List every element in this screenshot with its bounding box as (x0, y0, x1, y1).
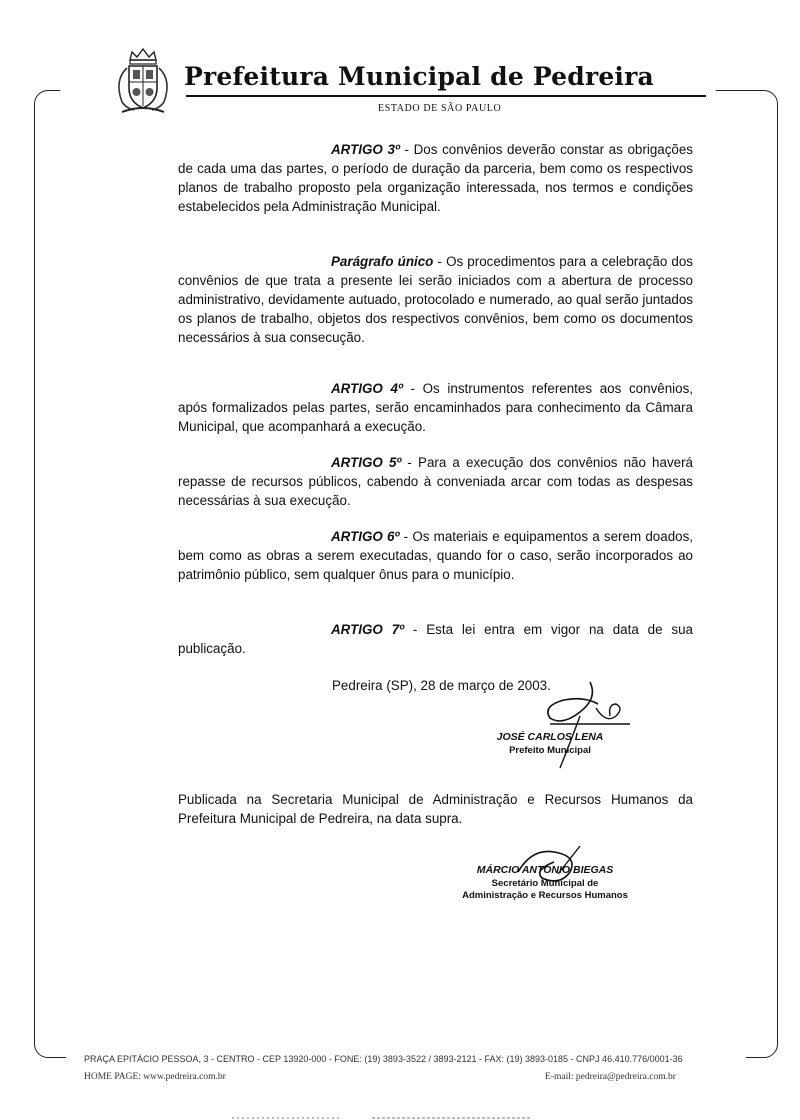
article-5-label: ARTIGO 5º (331, 455, 402, 470)
page-title: Prefeitura Municipal de Pedreira (184, 62, 654, 91)
article-4-label: ARTIGO 4º (331, 381, 403, 396)
secretary-role-line-1: Secretário Municipal de (491, 877, 599, 889)
title-underline (186, 95, 706, 97)
article-3-label: ARTIGO 3º (331, 142, 400, 157)
publication-text: Publicada na Secretaria Municipal de Administração e Recursos Humanos da Prefeitura Municipal de Pedreira, na data supra. (178, 792, 693, 827)
state-subtitle: ESTADO DE SÃO PAULO (378, 103, 502, 114)
article-6-text: - Os materiais e equipamentos a serem doados, bem como as obras a serem executadas, quando for o caso, serão incorporados ao patrimônio público, sem qualquer ônus para o município. (178, 529, 694, 583)
secretary-name: MÁRCIO ANTONIO BIEGAS (476, 864, 614, 876)
article-4 (178, 379, 693, 436)
mayor-role: Prefeito Municipal (509, 744, 591, 756)
secretary-signature-block (430, 864, 660, 902)
secretary-role-line-2: Administração e Recursos Humanos (462, 889, 628, 901)
sole-paragraph (178, 252, 693, 347)
sole-paragraph-label: Parágrafo único (331, 254, 434, 269)
article-5-text: - Para a execução dos convênios não haverá repasse de recursos públicos, cabendo à conveniada arcar com todas as despesas necessárias à sua execução. (178, 455, 693, 509)
article-7 (178, 620, 693, 658)
article-6 (178, 527, 693, 584)
footer-homepage: HOME PAGE: www.pedreira.com.br (84, 1072, 226, 1082)
article-5 (178, 453, 693, 510)
date-line: Pedreira (SP), 28 de março de 2003. (332, 678, 551, 693)
footer-email: E-mail: pedreira@pedreira.com.br (545, 1072, 676, 1082)
article-6-label: ARTIGO 6º (331, 529, 400, 544)
article-3 (178, 140, 693, 216)
article-7-text: - Esta lei entra em vigor na data de sua publicação. (178, 622, 693, 657)
mayor-signature-block (470, 731, 630, 757)
footer-address: PRAÇA EPITÁCIO PESSOA, 3 - CENTRO - CEP 13920-000 - FONE: (19) 3893-3522 / 3893-2121 - FAX: (19) 3893-0185 - CNPJ 46.410.776/0001-36 (84, 1054, 683, 1064)
article-4-text: - Os instrumentos referentes aos convênios, após formalizados pelas partes, serão encaminhados para conhecimento da Câmara Municipal, que acompanhará a execução. (178, 381, 693, 435)
article-7-label: ARTIGO 7º (331, 622, 405, 637)
publication-note (178, 790, 693, 828)
mayor-name: JOSÉ CARLOS LENA (496, 731, 604, 743)
sole-paragraph-text: - Os procedimentos para a celebração dos convênios de que trata a presente lei serão iniciados com a abertura de processo administrativo, devidamente autuado, protocolado e numerado, ao qual serão juntados os planos de trabalho, objetos dos respectivos convênios, bem como os documentos necessários à sua consecução. (178, 254, 693, 346)
municipal-crest-icon (110, 44, 176, 116)
cut-off-bottom-text (232, 1110, 532, 1120)
article-3-text: - Dos convênios deverão constar as obrigações de cada uma das partes, o período de duração da parceria, bem como os respectivos planos de trabalho proposto pela organização interessada, nos termos e condições estabelecidos pela Administração Municipal. (178, 142, 693, 215)
